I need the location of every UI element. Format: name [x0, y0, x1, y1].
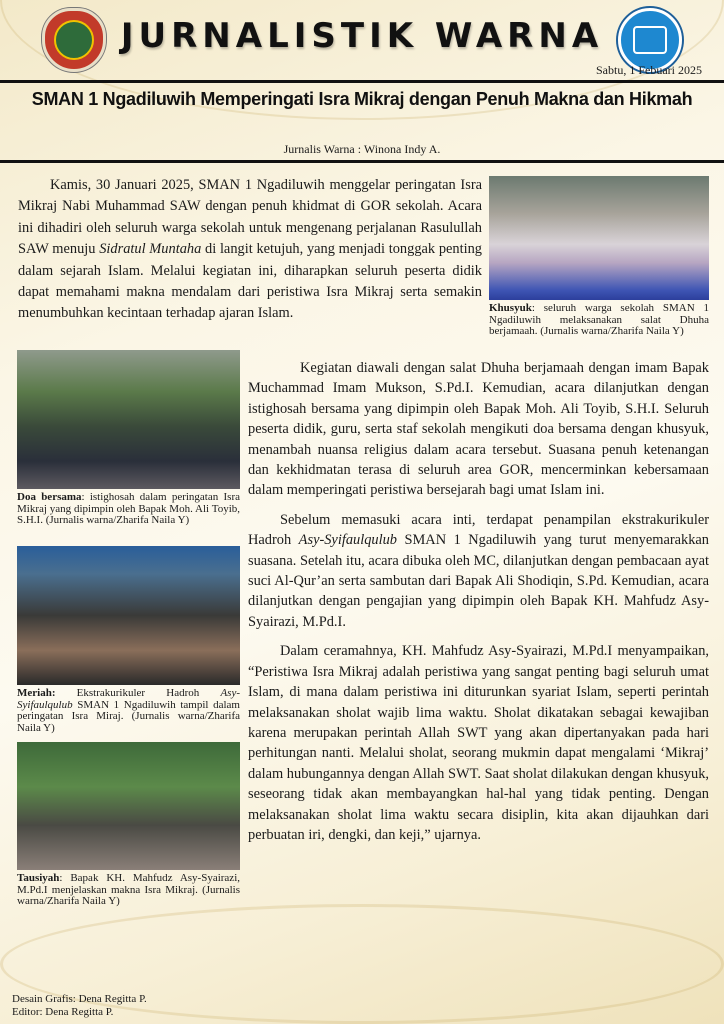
photo-salat-dhuha: [489, 176, 709, 300]
credits: [12, 993, 147, 1018]
editor-credit: Editor: Dena Regitta P.: [12, 1005, 114, 1018]
masthead-title: JURNALISTIK WARNA: [120, 16, 604, 56]
paragraph: Sebelum memasuki acara inti, terdapat penampilan ekstrakurikuler Hadroh Asy-Syifaulqulub SMAN 1 Ngadiluwih yang turut menyemarakkan suasana. Setelah itu, acara dibuka oleh MC, dilanjutkan dengan pembacaan ayat suci Al-Qur’an serta sambutan dari Bapak Ali Shodiqin, S.Pd. Kemudian, acara dilanjutkan dengan pengajian yang dipimpin oleh Bapak KH. Mahfudz Asy-Syairazi, M.Pd.I.: [248, 511, 709, 630]
photo-caption: Doa bersama: istighosah dalam peringatan Isra Mikraj yang dipimpin oleh Bapak Moh. Ali Toyib, S.H.I. (Jurnalis warna/Zharifa Naila Y): [17, 491, 240, 526]
design-credit: Desain Grafis: Dena Regitta P.: [12, 993, 147, 1005]
divider: [0, 160, 724, 163]
issue-date: Sabtu, 1 Febuari 2025: [596, 63, 702, 77]
photo-caption: Tausiyah: Bapak KH. Mahfudz Asy-Syairazi, M.Pd.I menjelaskan makna Isra Mikraj. (Jurnalis warna/Zharifa Naila Y): [17, 872, 240, 907]
byline: Jurnalis Warna : Winona Indy A.: [283, 142, 441, 156]
paragraph: Dalam ceramahnya, KH. Mahfudz Asy-Syairazi, M.Pd.I menyampaikan, “Peristiwa Isra Mikraj adalah peristiwa yang sangat penting bagi seluruh umat Islam, di mana dalam peristiwa ini diturunkan syariat Islam, seperti perintah melaksanakan sholat wajib lima waktu. Sholat dikatakan sebagai kewajiban karena merupakan perintah Allah SWT yang akan dipertanyakan pada hari perhitungan nanti. Melalui sholat, seorang mukmin dapat mengalami ‘Mikraj’ dalam hubungannya dengan Allah SWT. Saat sholat dilakukan dengan khusyuk, seseorang tidak akan membayangkan hal-hal yang tidak penting. Dengan melaksanakan sholat lima waktu secara disiplin, kita akan dijauhkan dari perbuatan iri, dengki, dan keji,” ujarnya.: [248, 643, 709, 843]
photo-tausiyah: [17, 742, 240, 870]
photo-caption: Khusyuk: seluruh warga sekolah SMAN 1 Ngadiluwih melaksanakan salat Dhuha berjamaah. (Jurnalis warna/Zharifa Naila Y): [489, 302, 709, 337]
school-logo: [42, 8, 106, 72]
photo-caption: Meriah: Ekstrakurikuler Hadroh Asy-Syifaulqulub SMAN 1 Ngadiluwih tampil dalam peringatan Isra Miraj. (Jurnalis warna/Zharifa Naila Y): [17, 687, 240, 734]
divider: [0, 80, 724, 83]
intro-paragraph: Kamis, 30 Januari 2025, SMAN 1 Ngadiluwih menggelar peringatan Isra Mikraj Nabi Muhammad SAW dengan penuh khidmat di GOR sekolah. Acara ini dihadiri oleh seluruh warga sekolah untuk mengenang perjalanan Rasulullah SAW menuju Sidratul Muntaha di langit ketujuh, yang menjadi tonggak penting dalam sejarah Islam. Melalui kegiatan ini, diharapkan seluruh peserta didik dapat memahami makna mendalam dari peristiwa Isra Mikraj serta semakin menumbuhkan kecintaan terhadap ajaran Islam.: [18, 177, 482, 322]
article-body: [248, 358, 709, 854]
headline: SMAN 1 Ngadiluwih Memperingati Isra Mikraj dengan Penuh Makna dan Hikmah: [31, 89, 693, 109]
paragraph: Kegiatan diawali dengan salat Dhuha berjamaah dengan imam Bapak Muchammad Imam Mukson, S.Pd.I. Kemudian, acara dilanjutkan dengan istighosah bersama yang dipimpin oleh Bapak Moh. Ali Toyib, S.H.I. Seluruh peserta didik, guru, serta staf sekolah mengikuti doa bersama dengan khusyuk, menambah nuansa religius dalam acara tersebut. Suasana penuh ketenangan dan kekhidmatan terasa di seluruh area GOR, mencerminkan kebersamaan dalam memperingati peristiwa bersejarah bagi umat Islam ini.: [248, 360, 709, 499]
photo-hadroh: [17, 546, 240, 685]
photo-istighosah: [17, 350, 240, 489]
